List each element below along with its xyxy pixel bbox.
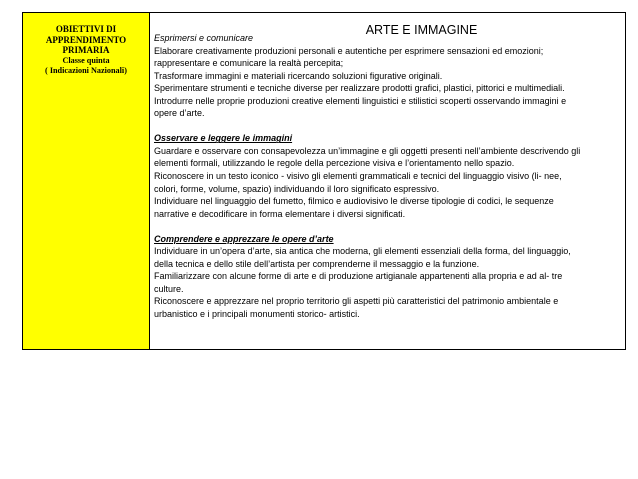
label-line-4: Classe quinta [62,55,110,65]
section-line: rappresentare e comunicare la realtà percepita; [154,58,344,69]
section-line: Sperimentare strumenti e tecniche diverse per realizzare prodotti grafici, plastici, pittorici e multimediali. [154,83,565,94]
section-osservare [154,132,619,220]
section-heading: Osservare e leggere le immagini [154,133,293,144]
label-line-5: ( Indicazioni Nazionali) [45,66,127,75]
section-heading: Esprimersi e comunicare [154,33,254,43]
section-line: Riconoscere in un testo iconico - visivo gli elementi grammaticali e tecnici del linguaggio visivo (li- nee, [154,170,562,181]
section-heading: Comprendere e apprezzare le opere d’arte [154,233,334,244]
section-comprendere [154,233,619,321]
section-line: Introdurre nelle proprie produzioni creative elementi linguistici e stilistici scoperti osservando immagini e [154,95,567,106]
label-line-1: OBIETTIVI DI [55,24,117,34]
section-line: narrative e decodificare in forma elementare i diversi significati. [154,208,406,219]
section-line: colori, forme, volume, spazio) individuando il loro significato espressivo. [154,183,440,194]
section-line: Trasformare immagini e materiali ricercando soluzioni figurative originali. [154,70,443,81]
section-line: culture. [154,283,184,294]
objectives-label-cell [23,13,150,349]
label-line-3: PRIMARIA [62,45,110,55]
section-line: Riconoscere e apprezzare nel proprio territorio gli aspetti più caratteristici del patrimonio ambientale e [154,296,559,307]
section-line: Guardare e osservare con consapevolezza un’immagine e gli oggetti presenti nell’ambiente descrivendo gli [154,145,581,156]
section-line: urbanistico e i principali monumenti storico- artistici. [154,308,360,319]
objectives-table [22,12,626,350]
section-line: Individuare in un’opera d’arte, sia antica che moderna, gli elementi essenziali della forma, del linguaggio, [154,246,571,257]
objectives-content-cell [150,13,625,349]
section-line: elementi formali, utilizzando le regole della percezione visiva e l’orientamento nello spazio. [154,158,515,169]
section-line: opere d’arte. [154,108,205,119]
label-line-2: APPRENDIMENTO [45,34,127,45]
section-esprimersi [154,32,619,120]
section-line: Individuare nel linguaggio del fumetto, filmico e audiovisivo le diverse tipologie di codici, le sequenze [154,196,554,207]
section-line: Familiarizzare con alcune forme di arte e di produzione artigianale appartenenti alla propria e ad al- tre [154,271,563,282]
section-line: della tecnica e dello stile dell’artista per comprenderne il messaggio e la funzione. [154,258,480,269]
section-line: Elaborare creativamente produzioni personali e autentiche per esprimere sensazioni ed emozioni; [154,45,544,56]
subject-title: ARTE E IMMAGINE [365,23,478,37]
